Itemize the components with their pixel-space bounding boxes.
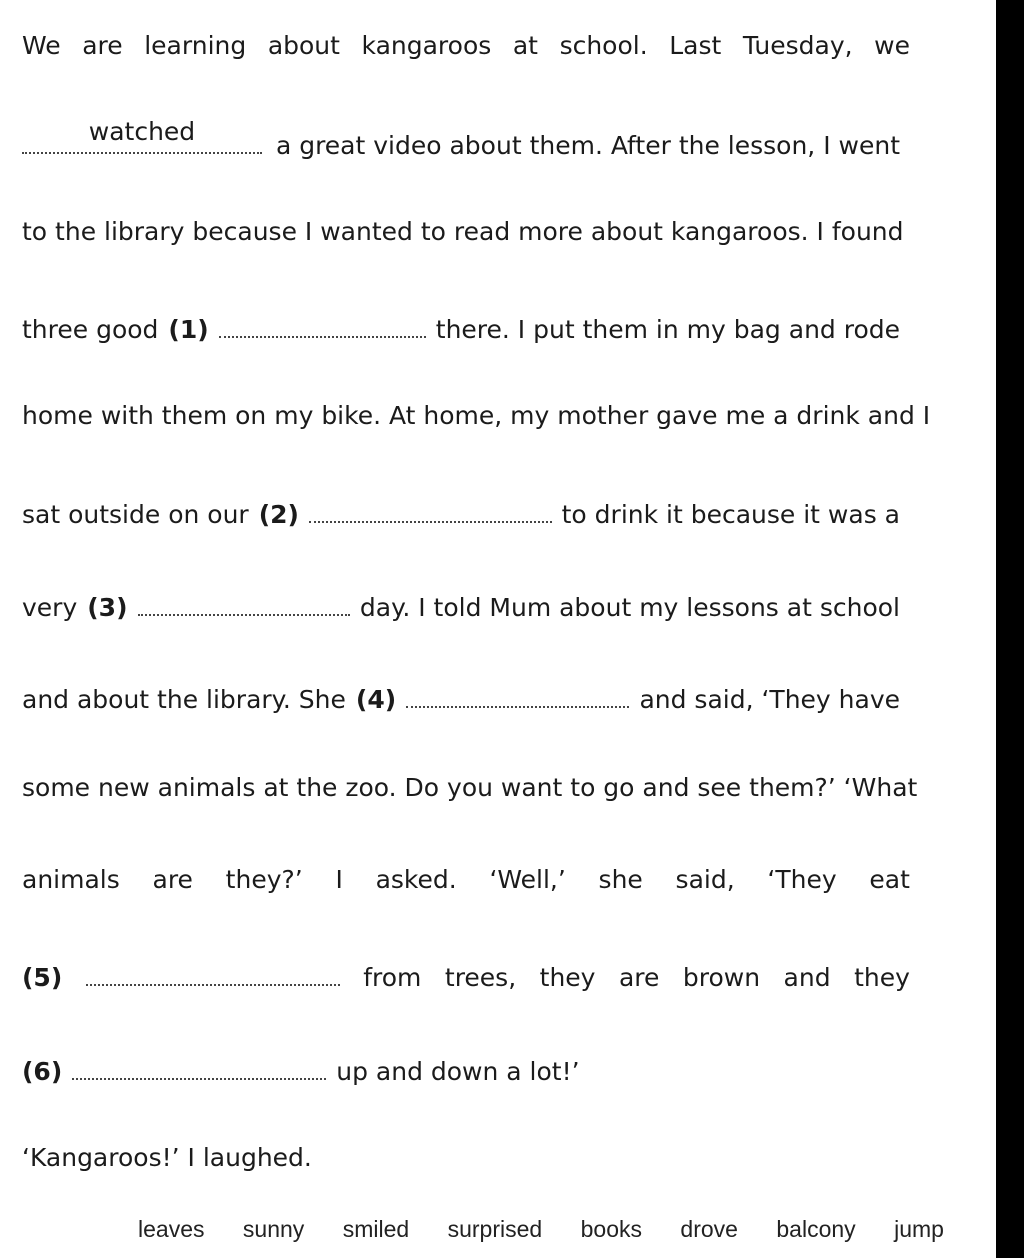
word: said, — [675, 865, 735, 894]
word: are — [618, 963, 660, 992]
word: they — [854, 963, 910, 992]
word-bank-item: books — [580, 1216, 642, 1242]
passage-line-3: to the library because I wanted to read more about kangaroos. I found — [22, 217, 904, 246]
word: I — [335, 865, 343, 894]
line-text: a great video about them. After the lesson, I went — [275, 131, 900, 160]
passage-line-8 — [22, 676, 910, 718]
word: she — [598, 865, 643, 894]
line-text: sat outside on our — [22, 500, 249, 529]
line-text: up and down a lot!’ — [336, 1057, 580, 1086]
question-number-1: (1) — [168, 315, 209, 344]
word: We — [22, 31, 61, 60]
question-number-4: (4) — [355, 685, 397, 714]
word-bank-item: jump — [894, 1216, 944, 1242]
passage-line-7 — [22, 584, 910, 626]
passage-line-9: some new animals at the zoo. Do you want to go and see them?’ ‘What — [22, 773, 918, 802]
answer-blank-3[interactable] — [138, 584, 350, 616]
dark-border — [996, 0, 1024, 1258]
word: from — [363, 963, 422, 992]
word: they?’ — [225, 865, 303, 894]
passage-line-1 — [22, 28, 910, 64]
word: are — [152, 865, 193, 894]
word: we — [874, 31, 910, 60]
passage-line-5: home with them on my bike. At home, my mother gave me a drink and I — [22, 401, 931, 430]
passage-line-13: ‘Kangaroos!’ I laughed. — [22, 1143, 312, 1172]
word-bank-item: leaves — [138, 1216, 205, 1242]
word: eat — [869, 865, 910, 894]
word: at — [512, 31, 538, 60]
passage-line-10 — [22, 862, 910, 898]
word: learning — [144, 31, 247, 60]
answer-blank-5[interactable] — [86, 954, 340, 986]
answer-blank-2[interactable] — [309, 491, 552, 523]
passage-line-6 — [22, 491, 910, 533]
answer-blank-1[interactable] — [219, 306, 426, 338]
passage-line-11 — [22, 954, 910, 996]
word: and — [783, 963, 831, 992]
line-text: and about the library. She — [22, 685, 346, 714]
answer-blank-4[interactable] — [406, 676, 629, 708]
word: about — [267, 31, 340, 60]
word-bank-item: smiled — [342, 1216, 410, 1242]
word-bank-item: surprised — [447, 1216, 543, 1242]
answer-blank-example — [22, 117, 262, 154]
line-text: and said, ‘They have — [639, 685, 900, 714]
question-number-3: (3) — [87, 593, 128, 622]
line-text: very — [22, 593, 78, 622]
question-number-2: (2) — [258, 500, 299, 529]
line-text: three good — [22, 315, 159, 344]
word: trees, — [444, 963, 517, 992]
answer-blank-6[interactable] — [72, 1048, 326, 1080]
word: animals — [22, 865, 120, 894]
word: asked. — [375, 865, 457, 894]
word-bank — [138, 1216, 944, 1243]
passage-line-4 — [22, 306, 910, 348]
word: Last — [669, 31, 722, 60]
word: ‘Well,’ — [489, 865, 566, 894]
word: ‘They — [767, 865, 837, 894]
word: Tuesday, — [742, 31, 853, 60]
word: are — [82, 31, 123, 60]
word: brown — [682, 963, 761, 992]
passage-line-2 — [22, 117, 910, 164]
word-bank-item: drove — [680, 1216, 738, 1242]
question-number-5: (5) — [22, 963, 63, 992]
word: they — [539, 963, 596, 992]
passage-line-12 — [22, 1048, 910, 1090]
word: school. — [559, 31, 648, 60]
question-number-6: (6) — [22, 1057, 63, 1086]
example-answer: watched — [88, 117, 196, 146]
line-text: to drink it because it was a — [561, 500, 900, 529]
word-bank-item: balcony — [776, 1216, 856, 1242]
word-bank-item: sunny — [242, 1216, 305, 1242]
line-text: day. I told Mum about my lessons at school — [359, 593, 900, 622]
word: kangaroos — [361, 31, 492, 60]
line-text: there. I put them in my bag and rode — [435, 315, 900, 344]
